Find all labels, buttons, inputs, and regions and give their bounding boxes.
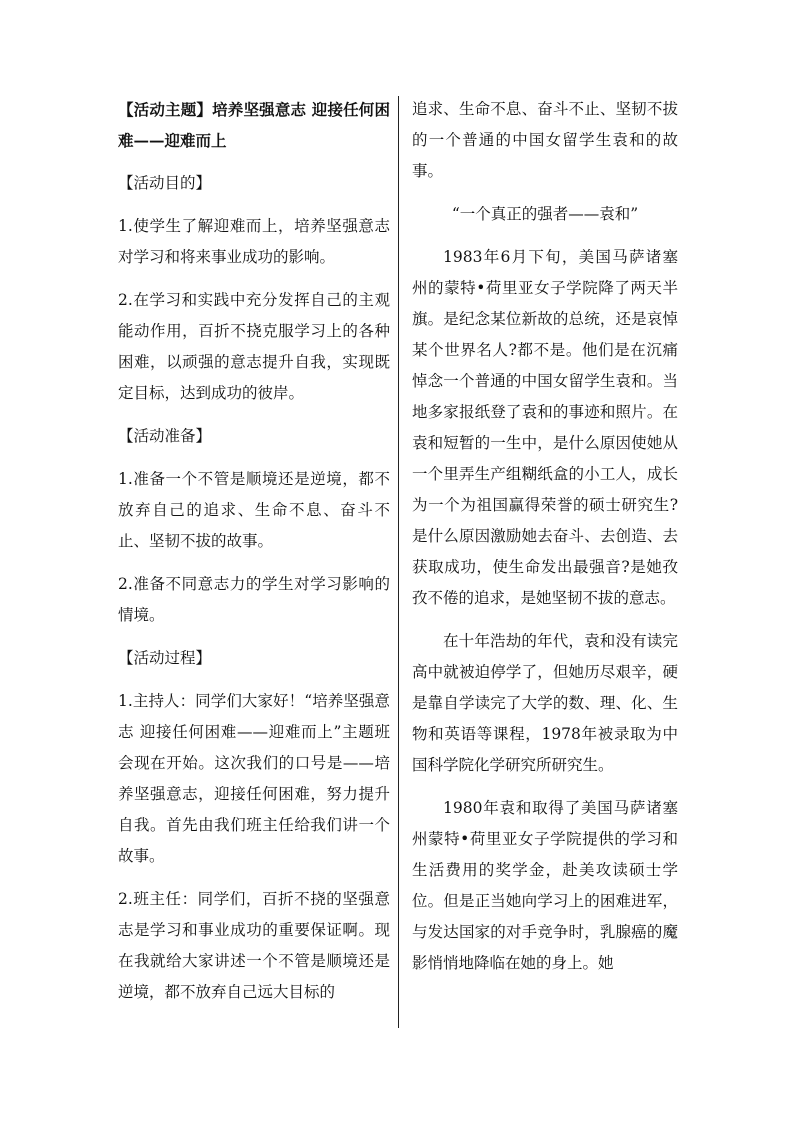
preparation-item-2: 2.准备不同意志力的学生对学习影响的情境。	[118, 575, 390, 624]
goal-item-1: 1.使学生了解迎难而上，培养坚强意志对学习和将来事业成功的影响。	[118, 217, 390, 266]
story-paragraph-2: 在十年浩劫的年代，袁和没有读完高中就被迫停学了，但她历尽艰辛，硬是靠自学读完了大学的数、理、化、生物和英语等课程，1978年被录取为中国科学院化学研究所研究生。	[412, 632, 678, 774]
goal-item-2: 2.在学习和实践中充分发挥自己的主观能动作用，百折不挠克服学习上的各种困难，以顽强的意志提升自我，实现既定目标，达到成功的彼岸。	[118, 291, 390, 402]
preparation-item-1: 1.准备一个不管是顺境还是逆境，都不放弃自己的追求、生命不息、奋斗不止、坚韧不拔的故事。	[118, 470, 390, 550]
story-paragraph-3: 1980年袁和取得了美国马萨诸塞州蒙特•荷里亚女子学院提供的学习和生活费用的奖学金，赴美攻读硕士学位。但是正当她向学习上的困难进军，与发达国家的对手竞争时，乳腺癌的魔影悄悄地降临在她的身上。她	[412, 799, 678, 972]
left-column	[118, 94, 390, 1008]
story-continuation: 追求、生命不息、奋斗不止、坚韧不拔的一个普通的中国女留学生袁和的故事。	[412, 100, 678, 180]
story-title: “一个真正的强者——袁和”	[451, 205, 639, 223]
process-heading: 【活动过程】	[118, 649, 212, 667]
right-column	[412, 94, 678, 979]
story-paragraph-1: 1983年6月下旬，美国马萨诸塞州的蒙特•荷里亚女子学院降了两天半旗。是纪念某位新故的总统，还是哀悼某个世界名人?都不是。他们是在沉痛悼念一个普通的中国女留学生袁和。当地多家报纸登了袁和的事迹和照片。在袁和短暂的一生中，是什么原因使她从一个里弄生产组糊纸盒的小工人，成长为一个为祖国赢得荣誉的硕士研究生?是什么原因激励她去奋斗、去创造、去获取成功，使生命发出最强音?是她孜孜不倦的追求，是她坚韧不拔的意志。	[412, 248, 678, 607]
process-item-1: 1.主持人：同学们大家好！“培养坚强意志 迎接任何困难——迎难而上”主题班会现在开始。这次我们的口号是——培养坚强意志，迎接任何困难，努力提升自我。首先由我们班主任给我们讲一个故事。	[118, 692, 390, 865]
preparation-heading: 【活动准备】	[118, 427, 212, 445]
goal-heading: 【活动目的】	[118, 174, 212, 192]
column-divider	[398, 96, 399, 1028]
activity-theme-title: 【活动主题】培养坚强意志 迎接任何困难——迎难而上	[118, 100, 390, 150]
process-item-2: 2.班主任：同学们，百折不挠的坚强意志是学习和事业成功的重要保证啊。现在我就给大家讲述一个不管是顺境还是逆境，都不放弃自己远大目标的	[118, 890, 390, 1001]
